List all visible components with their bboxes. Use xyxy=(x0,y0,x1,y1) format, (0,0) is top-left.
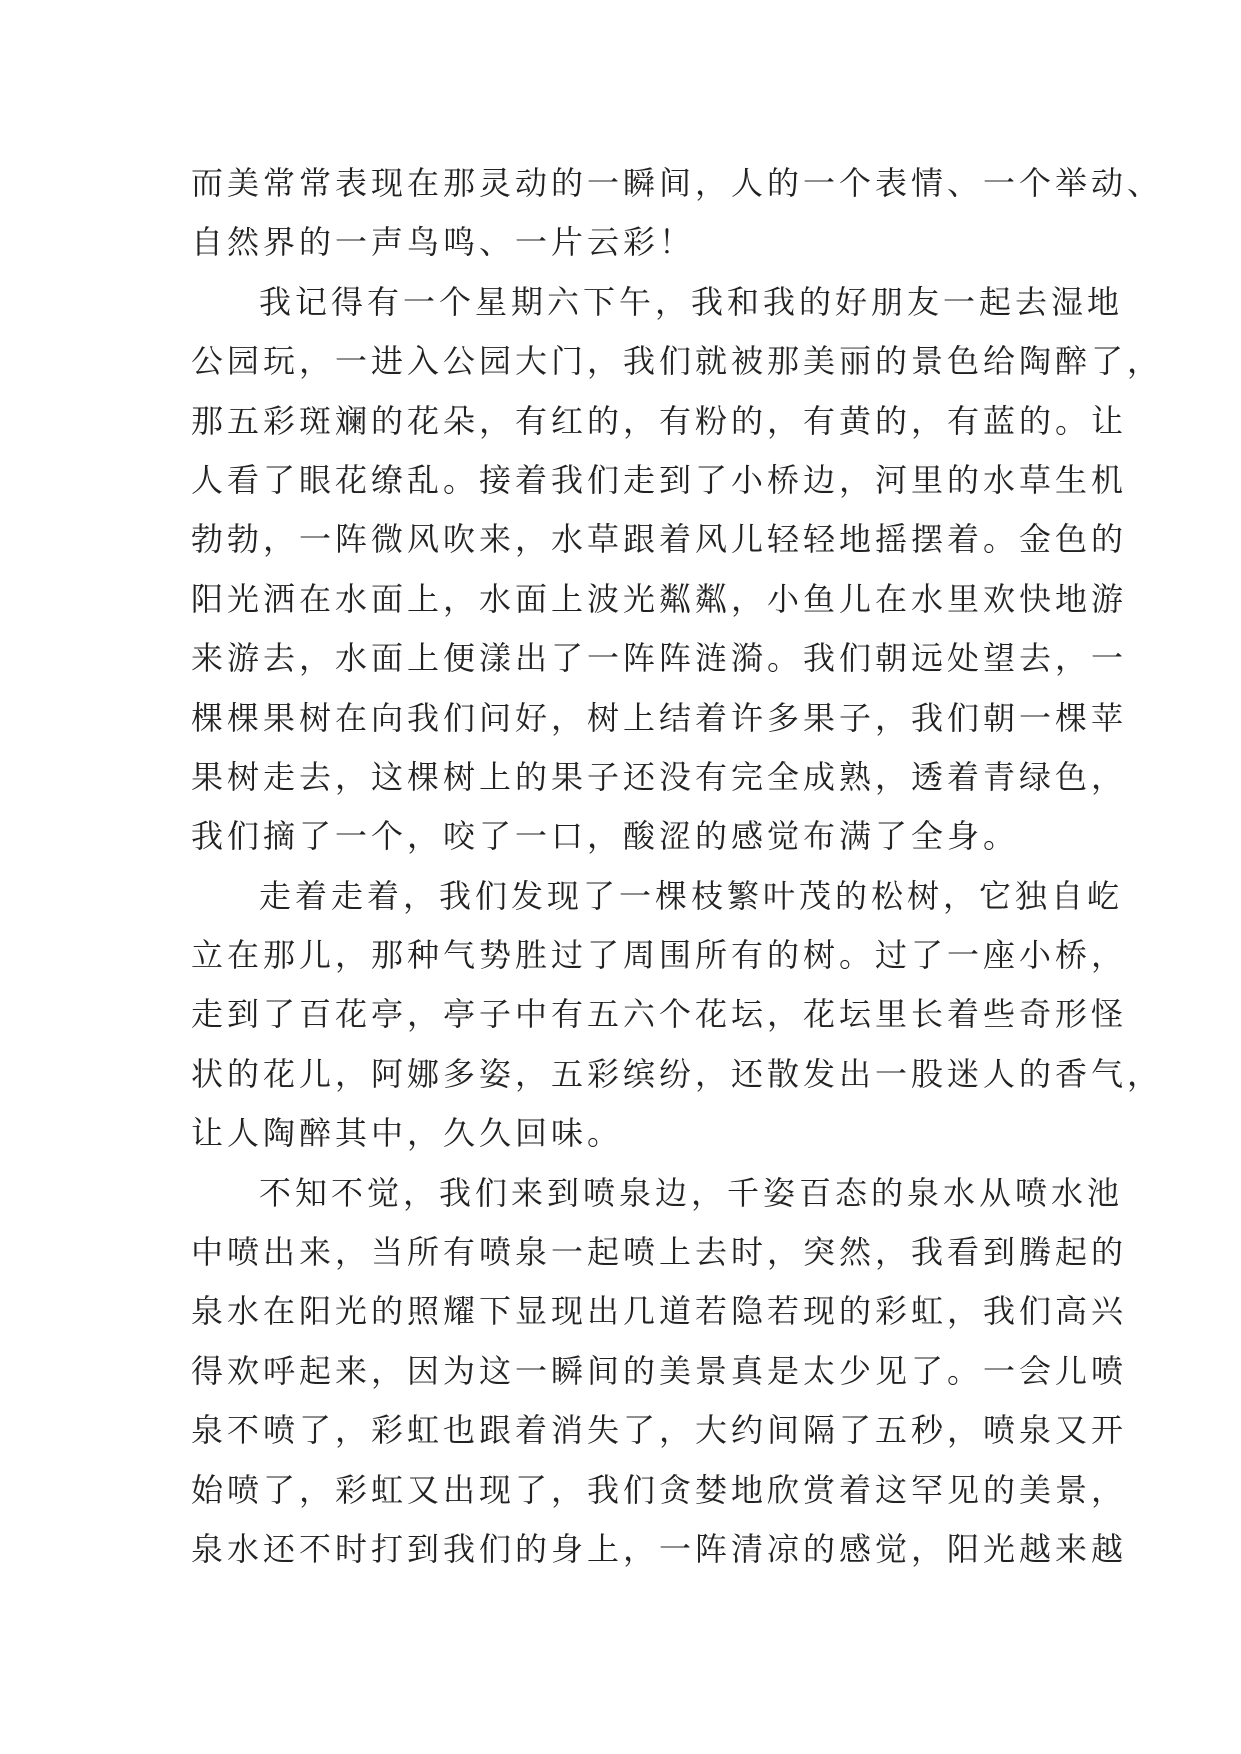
text-line: 始喷了，彩虹又出现了，我们贪婪地欣赏着这罕见的美景， xyxy=(191,1470,1128,1509)
text-line: 泉不喷了，彩虹也跟着消失了，大约间隔了五秒，喷泉又开 xyxy=(191,1411,1128,1450)
paragraph-start-line: 走着走着，我们发现了一棵枝繁叶茂的松树，它独自屹 xyxy=(259,876,1124,915)
text-line: 状的花儿，阿娜多姿，五彩缤纷，还散发出一股迷人的香气， xyxy=(191,1054,1164,1093)
text-line: 果树走去，这棵树上的果子还没有完全成熟，透着青绿色， xyxy=(191,757,1128,796)
text-line: 来游去，水面上便漾出了一阵阵涟漪。我们朝远处望去，一 xyxy=(191,639,1128,678)
text-line: 得欢呼起来，因为这一瞬间的美景真是太少见了。一会儿喷 xyxy=(191,1351,1128,1390)
text-line: 阳光洒在水面上，水面上波光粼粼，小鱼儿在水里欢快地游 xyxy=(191,579,1128,618)
essay-body xyxy=(191,154,1164,1579)
text-line: 泉水还不时打到我们的身上，一阵清凉的感觉，阳光越来越 xyxy=(191,1529,1128,1568)
paragraph-start-line: 不知不觉，我们来到喷泉边，千姿百态的泉水从喷水池 xyxy=(259,1173,1124,1212)
text-line: 走到了百花亭，亭子中有五六个花坛，花坛里长着些奇形怪 xyxy=(191,995,1128,1034)
text-line: 让人陶醉其中，久久回味。 xyxy=(191,1114,624,1153)
text-line: 中喷出来，当所有喷泉一起喷上去时，突然，我看到腾起的 xyxy=(191,1233,1128,1272)
text-line: 泉水在阳光的照耀下显现出几道若隐若现的彩虹，我们高兴 xyxy=(191,1292,1128,1331)
text-line: 我们摘了一个，咬了一口，酸涩的感觉布满了全身。 xyxy=(191,817,1020,856)
text-line: 公园玩，一进入公园大门，我们就被那美丽的景色给陶醉了， xyxy=(191,342,1164,381)
text-line: 人看了眼花缭乱。接着我们走到了小桥边，河里的水草生机 xyxy=(191,460,1128,499)
paragraph-start-line: 我记得有一个星期六下午，我和我的好朋友一起去湿地 xyxy=(259,282,1124,321)
text-line: 棵棵果树在向我们问好，树上结着许多果子，我们朝一棵苹 xyxy=(191,698,1128,737)
text-line: 勃勃，一阵微风吹来，水草跟着风儿轻轻地摇摆着。金色的 xyxy=(191,520,1128,559)
text-line: 自然界的一声鸟鸣、一片云彩！ xyxy=(191,223,696,262)
text-line: 而美常常表现在那灵动的一瞬间，人的一个表情、一个举动、 xyxy=(191,164,1164,202)
text-line: 立在那儿，那种气势胜过了周围所有的树。过了一座小桥， xyxy=(191,936,1128,975)
text-line: 那五彩斑斓的花朵，有红的，有粉的，有黄的，有蓝的。让 xyxy=(191,401,1128,440)
